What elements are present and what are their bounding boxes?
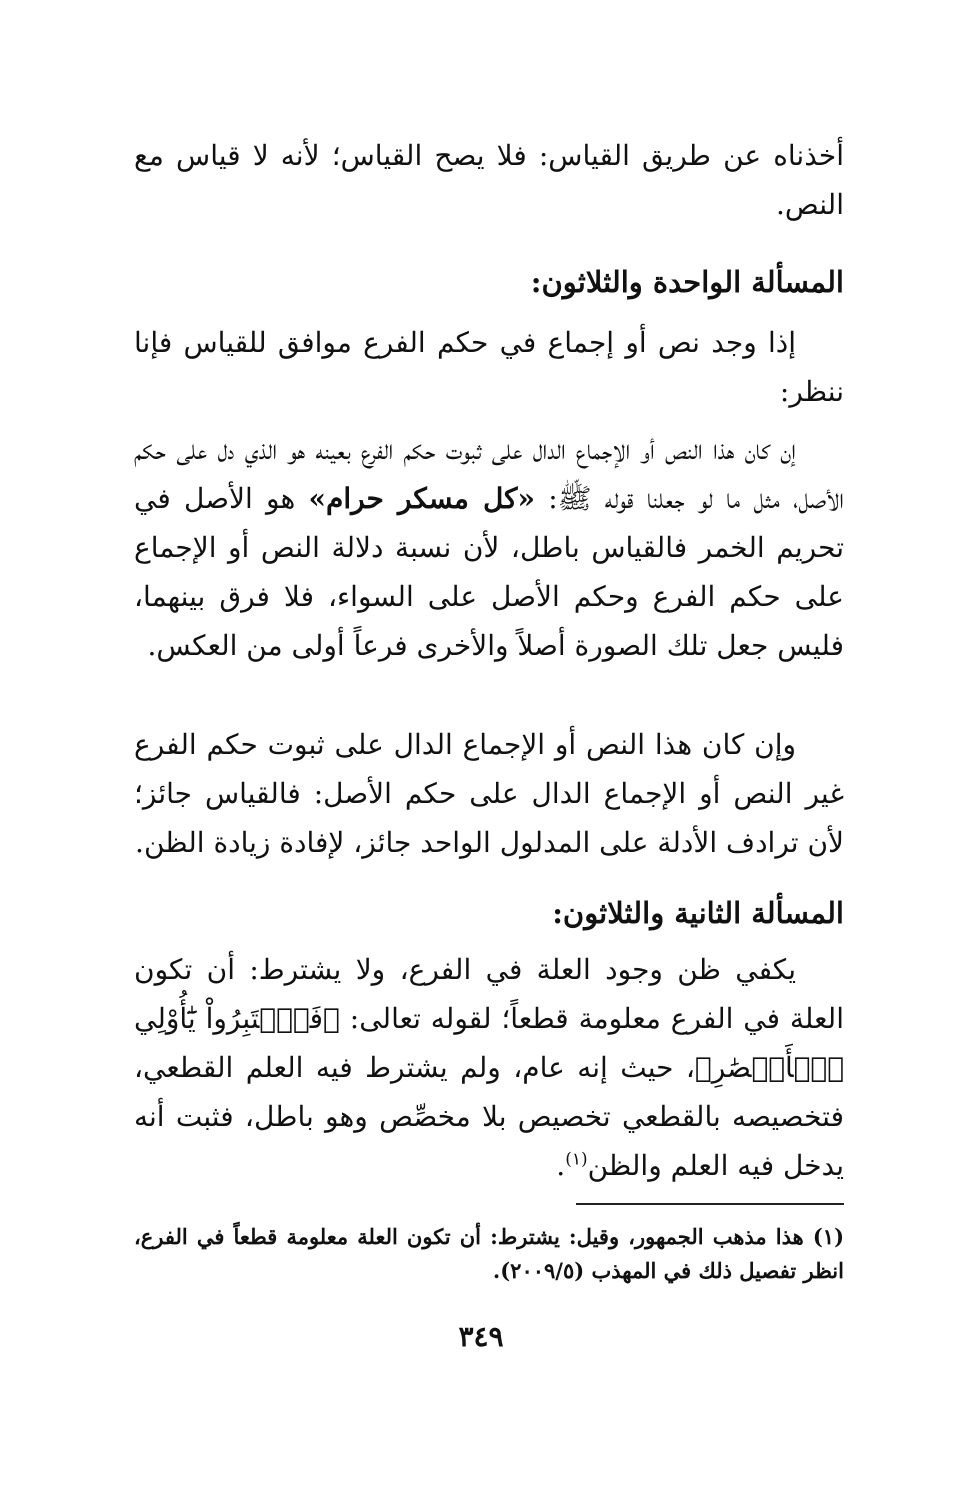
- paragraph-case-different-text: وإن كان هذا النص أو الإجماع الدال على ثبوت حكم الفرع غير النص أو الإجماع الدال على حكم الأصل: فالقياس جائز؛ لأن ترادف الأدلة على المدلول الواحد جائز، لإفادة زيادة الظن.: [134, 728, 844, 859]
- heading-question-32: المسألة الثانية والثلاثون:: [552, 896, 844, 930]
- heading-question-31: المسألة الواحدة والثلاثون:: [530, 265, 844, 299]
- footnote-divider: [576, 1203, 844, 1205]
- paragraph-continuation: أخذناه عن طريق القياس: فلا يصح القياس؛ لأنه لا قياس مع النص.: [134, 139, 844, 221]
- paragraph-question-32-part2: ، حيث إنه عام، ولم يشترط فيه العلم القطعي، فتخصيصه بالقطعي تخصيص بلا مخصِّص وهو باطل، فثبت أنه يدخل فيه العلم والظن: [134, 1051, 844, 1182]
- page-number: ٣٤٩: [458, 1320, 504, 1353]
- paragraph-question-32: [134, 945, 844, 1190]
- hadith-quote: «كل مسكر حرام»: [308, 482, 536, 515]
- paragraph-case-same-text-part2: هو الأصل في تحريم الخمر فالقياس باطل، لأن نسبة دلالة النص أو الإجماع على حكم الفرع وحكم الأصل على السواء، فلا فرق بينهما، فليس جعل تلك الصورة أصلاً والأخرى فرعاً أولى من العكس.: [134, 482, 844, 662]
- paragraph-question-32-part1: يكفي ظن وجود العلة في الفرع، ولا يشترط: أن تكون العلة في الفرع معلومة قطعاً؛ لقوله تعالى:: [134, 953, 844, 1035]
- quran-verse: ﴿فَٱعۡتَبِرُواْ يَٰٓأُوْلِي ٱلۡأَبۡصَٰرِ﴾: [134, 1002, 844, 1084]
- paragraph-case-same-text: [134, 425, 844, 670]
- footnote-reference: (١): [565, 1149, 588, 1170]
- footnote-text: (١) هذا مذهب الجمهور، وقيل: يشترط: أن تكون العلة معلومة قطعاً في الفرع، انظر تفصيل ذلك في المهذب (٢٠٠٩/٥).: [134, 1224, 844, 1283]
- paragraph-case-same-text-part1: إن كان هذا النص أو الإجماع الدال على ثبوت حكم الفرع بعينه هو الذي دل على حكم الأصل، مثل ما لو جعلنا قوله ﷺ:: [134, 433, 844, 515]
- paragraph-intro-31: إذا وجد نص أو إجماع في حكم الفرع موافق للقياس فإنا ننظر:: [134, 326, 844, 408]
- paragraph-question-32-end: .: [556, 1149, 566, 1182]
